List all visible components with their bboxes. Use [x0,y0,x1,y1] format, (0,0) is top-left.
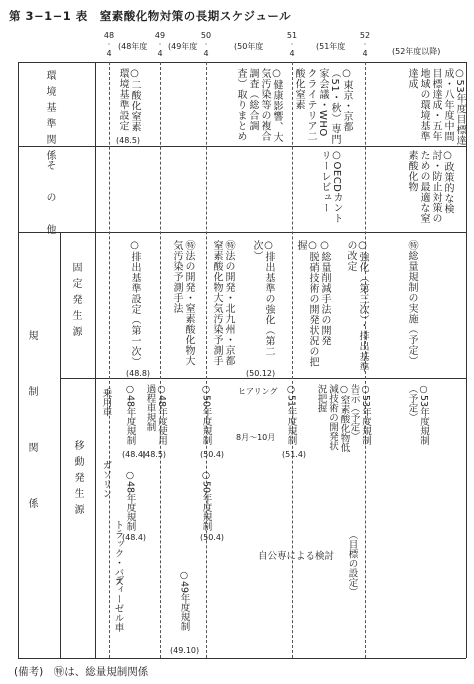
fy-label-51: (51年度 [316,42,346,51]
grid-right [466,62,467,658]
diesel-item-49-date: (49.10) [170,646,200,655]
year-52: 52 · 4 [359,31,371,58]
env-item-no2-date: (48.5) [116,136,141,145]
row-label-env: 環境基準関係 [44,70,55,166]
mobile-item-48-date: (48.4) [122,450,147,459]
year-line-49 [160,62,161,658]
mobile-item-51-date: (51.4) [282,450,307,459]
grid-row1 [18,146,466,147]
fixed-item-third-standard: ○強化（第三次）・排出基準の改定 [345,240,368,373]
fy-label-52: (52年度以降) [392,47,441,56]
fixed-item-total-method: ○総量削減手法の開発 [319,240,330,346]
row-label-mobile: 移動発生源 [72,440,83,520]
fy-label-49: (49年度 [168,42,198,51]
fy-label-48: (48年度 [118,42,148,51]
fixed-item-method-2: ㊕法の開発・北九州・京都窒素酸化物大気汚染予測手 [211,240,234,366]
label-diesel: ディーゼル車 [112,575,124,632]
truck-item-50-date: (50.4) [200,533,225,542]
year-49: 49 · 4 [154,31,166,58]
truck-item-target: （目標の設定） [346,530,358,597]
truck-item-50-reg: ○50年度規制 [200,470,212,532]
mobile-item-hearing-period: 8月〜10月 [236,433,276,442]
grid-bottom [18,658,466,659]
truck-item-council: 自公専による検討 [258,551,335,562]
grid-left [18,62,19,658]
grid-label-col [95,62,96,658]
year-line-50 [206,62,207,658]
fixed-item-method-1: ㊕法の開発・窒素酸化物大気汚染予測手法 [171,240,194,366]
fixed-item-second-standard: ○排出基準の強化（第二次） [251,240,274,357]
row-label-other: そ の 他 [44,160,55,240]
year-50: 50 · 4 [200,31,212,58]
label-passenger: 乗用車 [100,388,112,417]
fixed-item-total-regulation: ㊕総量規制の実施（予定） [406,240,417,366]
footnote: (備考) ㊕は、総量規制関係 [14,666,149,678]
mobile-item-48-reg: ○48年度規制 [124,384,136,446]
mobile-item-51-reg: ○51年度規制 [285,384,297,446]
mobile-item-50-date: (50.4) [200,450,225,459]
grid-row2 [18,232,466,233]
truck-item-48-reg: ○48年度規制 [124,470,136,532]
label-truck: トラック・バス [112,520,124,587]
mobile-item-tech-dev: ○窒素酸化物低減技術の開発状況把握 [315,384,350,452]
mobile-item-48-inuse-date: (48.5) [142,450,167,459]
mobile-item-48-inuse: ○48年度使用過程車規制 [144,384,167,446]
row-label-fixed: 固定発生源 [70,262,81,342]
truck-item-48-date: (48.4) [122,533,147,542]
env-item-target: ○53年度目標達成・八年度中間目標達成・五年地域の環境基準達成 [406,68,465,146]
mobile-item-53-reg: ○53年度規制（予定） [406,384,429,446]
grid-sub-col [60,232,61,658]
mobile-item-53-notice: ○53年度規制告示（予定） [348,384,371,446]
year-48: 48 · 4 [103,31,115,58]
fy-label-50: (50年度 [234,42,264,51]
row-label-regulation: 規 制 関 係 [26,330,37,526]
fixed-item-denitration: ○脱硝技術の開発状況の把握 [295,240,318,367]
env-item-no2-standard: ○二酸化窒素環境基準設定 [117,68,140,132]
year-line-51 [292,62,293,658]
other-item-oecd: ○OECDカントリーレビュー [319,150,342,224]
diesel-item-49-reg: ○49年度規制 [178,570,190,632]
label-gasoline: ガソリン [100,460,112,498]
page-title: 第 3−1−1 表 窒素酸化物対策の長期スケジュール [9,9,292,23]
other-item-policy: ○政策的な検討・防止対策のための最適な窒素酸化物 [406,150,453,224]
env-item-health-survey: ○健康影響、大気汚染等の複合調査（総合調査）取りまとめ [235,68,282,143]
env-item-who: ○東京・京都（51・秋）専門家会議・WHOクライテリア二酸化窒素 [293,68,352,145]
grid-top [18,62,466,63]
fixed-item-first-standard: ○排出基準設定（第一次） [129,240,140,367]
year-line-48 [109,62,110,658]
grid-row3 [60,378,466,379]
fixed-item-first-date: (48.8) [126,369,151,378]
year-51: 51 · 4 [286,31,298,58]
mobile-item-hearing: ヒアリング [238,387,278,396]
mobile-item-50-reg: ○50年度規制 [200,384,212,446]
fixed-item-second-date: (50.12) [246,369,276,378]
